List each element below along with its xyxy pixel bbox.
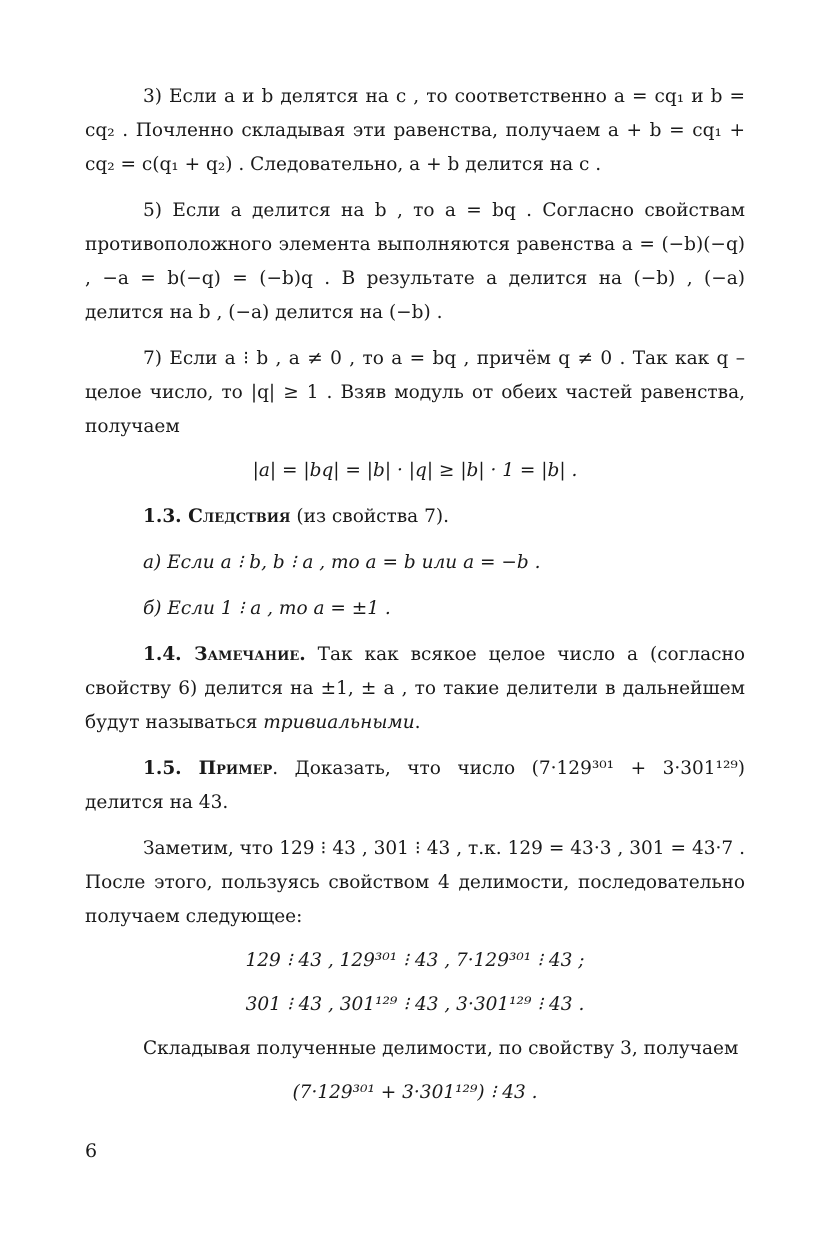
remark-end: .	[414, 712, 421, 733]
corollary-b: б) Если 1 ⁝ a , то a = ±1 .	[143, 598, 391, 619]
property-7-paragraph: 7) Если a ⁝ b , a ≠ 0 , то a = bq , причём q ≠ 0 . Так как q – целое число, то |q| ≥ 1 . Взяв модуль от обеих частей равенства, получаем	[85, 348, 745, 437]
example-text: . Доказать, что число (7·129³⁰¹ + 3·301¹²⁹) делится на 43.	[85, 758, 746, 813]
final-formula: (7·129³⁰¹ + 3·301¹²⁹) ⁝ 43 .	[292, 1082, 538, 1103]
page-number: 6	[85, 1140, 98, 1162]
sum-paragraph: Складывая полученные делимости, по свойству 3, получаем	[143, 1038, 739, 1059]
remark-label: 1.4. Замечание.	[143, 644, 306, 665]
corollaries-rest: (из свойства 7).	[290, 506, 449, 527]
corollaries-label: 1.3. Следствия	[143, 506, 291, 527]
property-5-paragraph: 5) Если a делится на b , то a = bq . Согласно свойствам противоположного элемента выполняются равенства a = (−b)(−q) , −a = b(−q) = (−b)q . В результате a делится на (−b) , (−a) делится на b , (−a) делится на (−b) .	[85, 200, 745, 323]
note-paragraph: Заметим, что 129 ⁝ 43 , 301 ⁝ 43 , т.к. 129 = 43·3 , 301 = 43·7 . После этого, пользуясь свойством 4 делимости, последовательно получаем следующее:	[85, 838, 745, 927]
corollary-a: а) Если a ⁝ b, b ⁝ a , то a = b или a = −b .	[143, 552, 541, 573]
example-paragraph	[85, 752, 745, 820]
corollaries-heading	[85, 500, 745, 534]
example-label: 1.5. Пример	[143, 758, 273, 779]
modulus-formula: |a| = |bq| = |b| · |q| ≥ |b| · 1 = |b| .	[252, 460, 578, 481]
remark-text: Так как всякое целое число a (согласно свойству 6) делится на ±1, ± a , то такие делители в дальнейшем будут называться	[85, 644, 745, 733]
remark-paragraph	[85, 638, 745, 740]
divisibility-line-1: 129 ⁝ 43 , 129³⁰¹ ⁝ 43 , 7·129³⁰¹ ⁝ 43 ;	[245, 950, 585, 971]
property-3-paragraph: 3) Если a и b делятся на c , то соответственно a = cq₁ и b = cq₂ . Почленно складывая эти равенства, получаем a + b = cq₁ + cq₂ = c(q₁ + q₂) . Следовательно, a + b делится на c .	[85, 86, 745, 175]
page-body	[85, 80, 745, 1120]
remark-emphasis: тривиальными	[263, 712, 415, 733]
divisibility-line-2: 301 ⁝ 43 , 301¹²⁹ ⁝ 43 , 3·301¹²⁹ ⁝ 43 .	[245, 994, 585, 1015]
